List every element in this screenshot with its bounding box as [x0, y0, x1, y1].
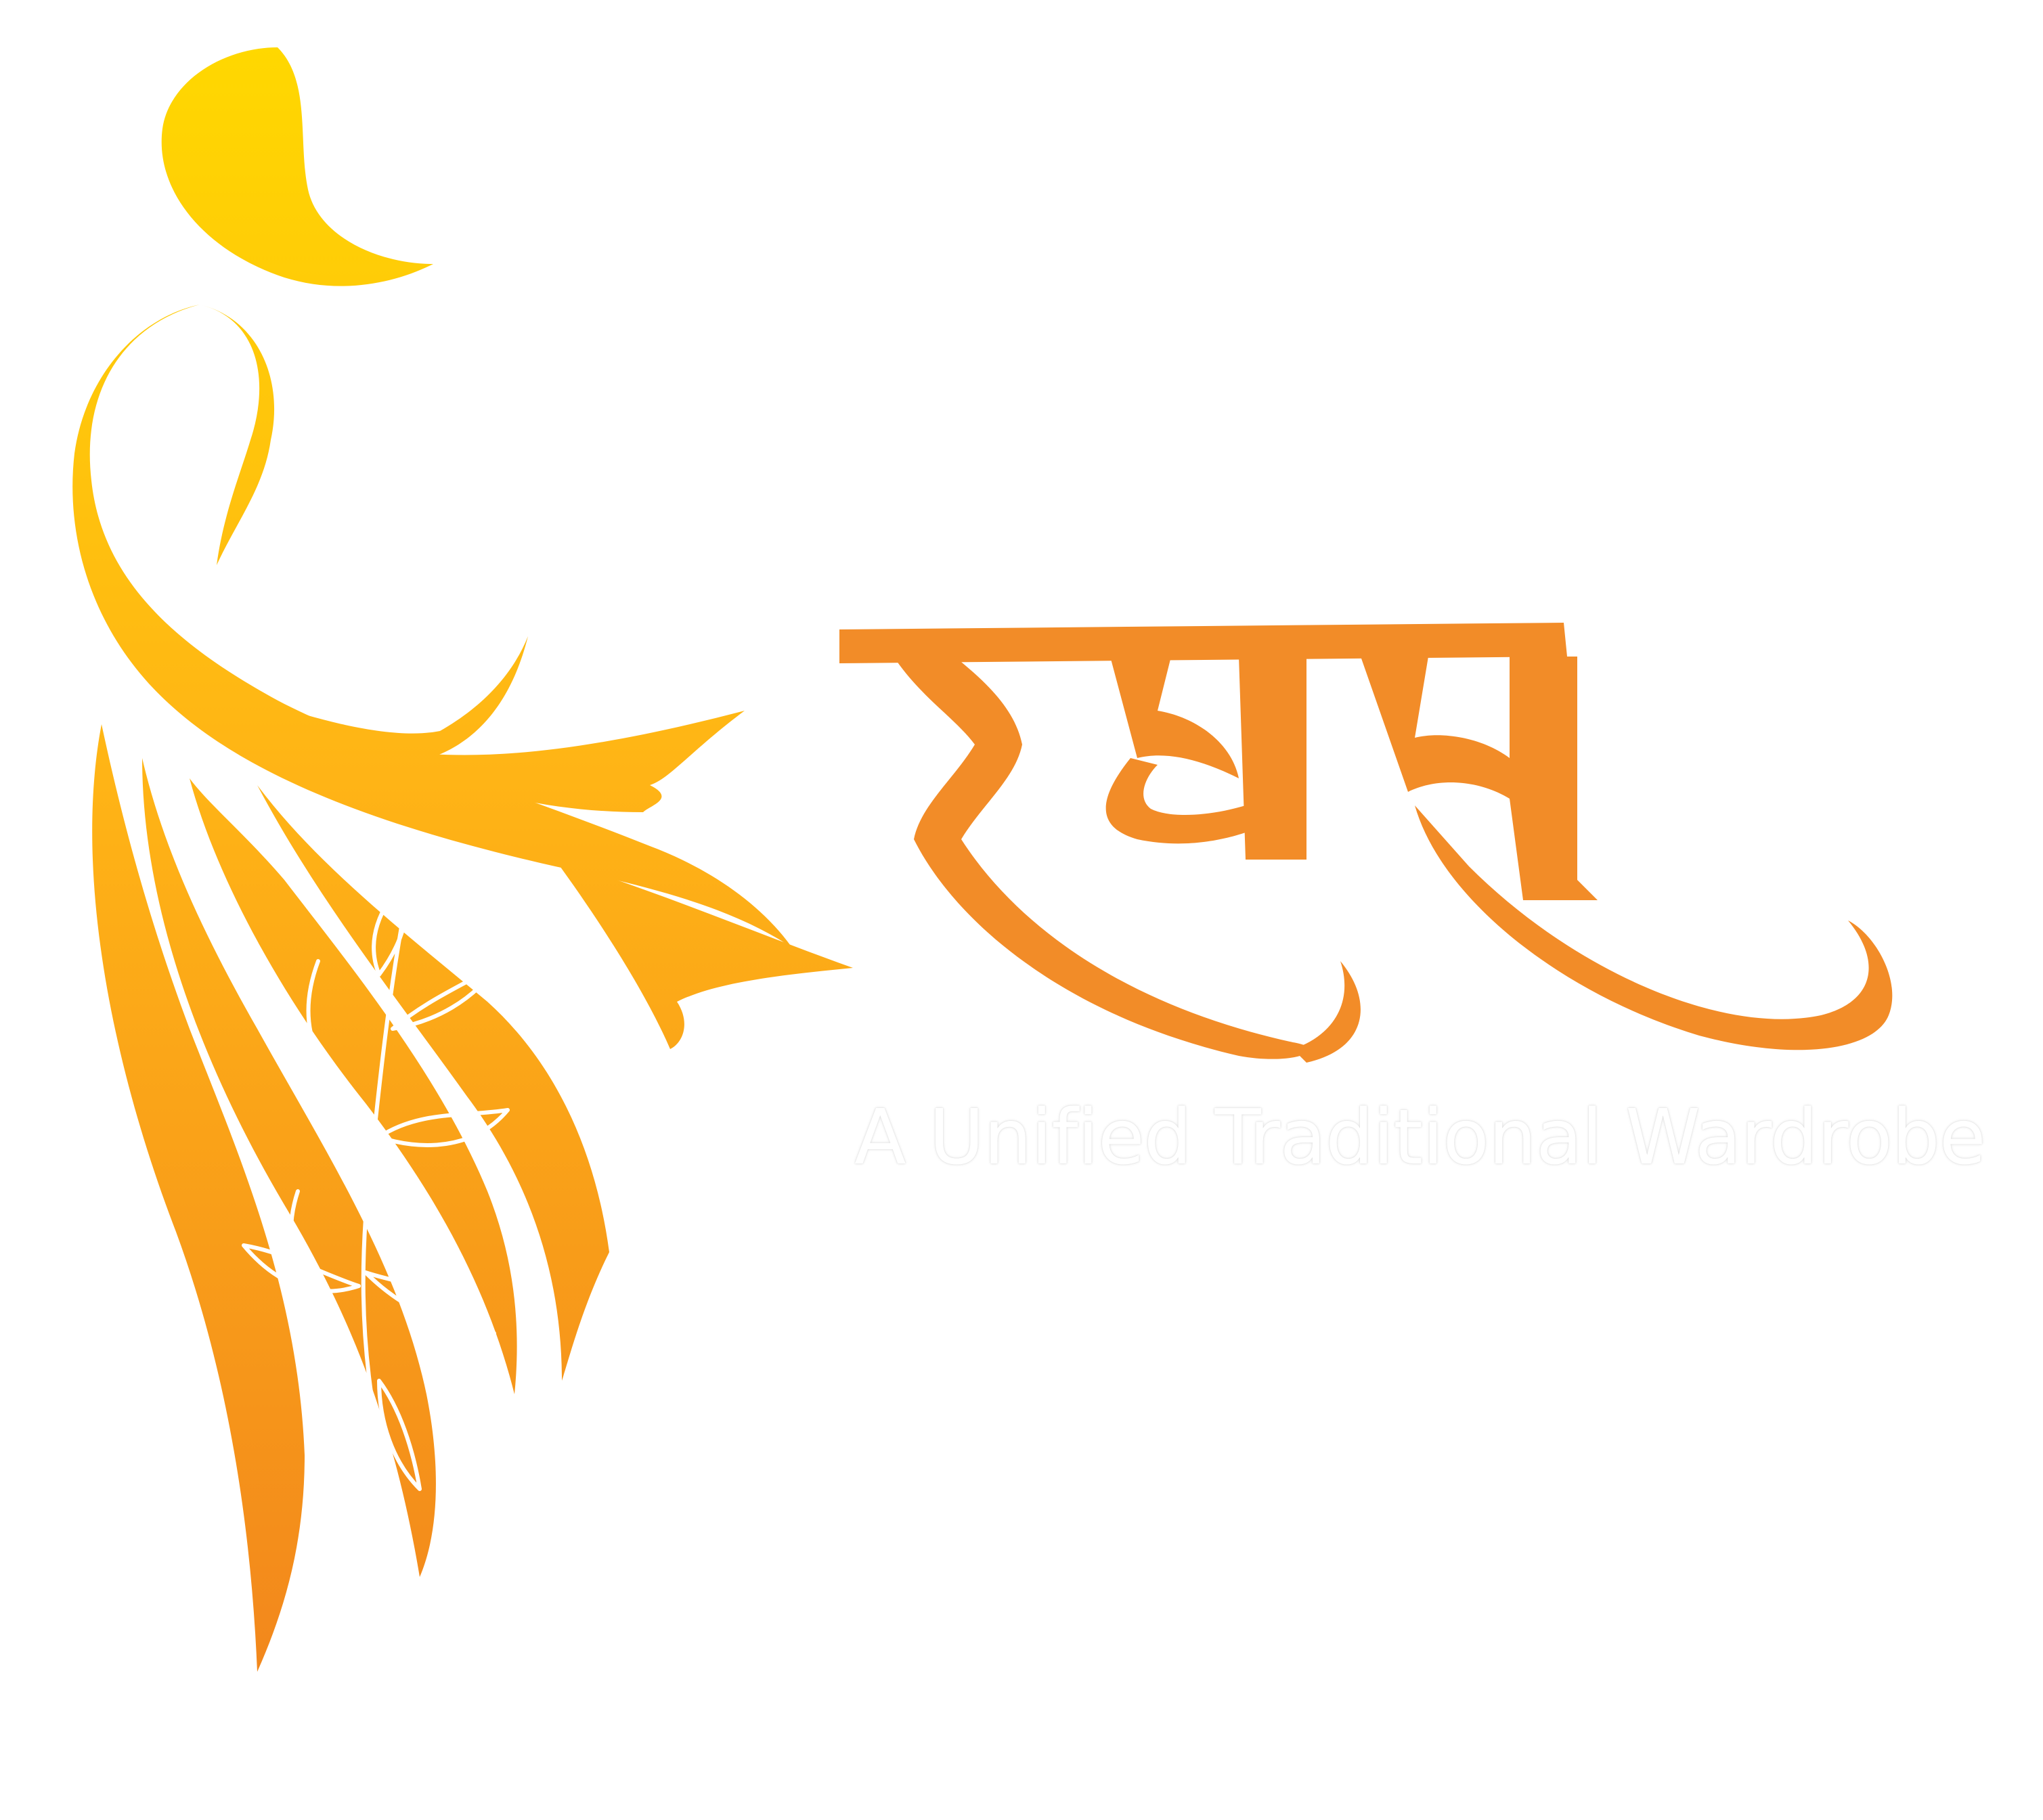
brand-tagline: A Unified Traditional Wardrobe — [854, 1094, 1985, 1182]
emblem-swirl — [72, 305, 792, 948]
emblem-head — [162, 47, 433, 286]
emblem-strand-1 — [92, 724, 305, 1672]
brand-wordmark-logo — [819, 582, 2038, 1096]
emblem-hook — [200, 305, 274, 565]
